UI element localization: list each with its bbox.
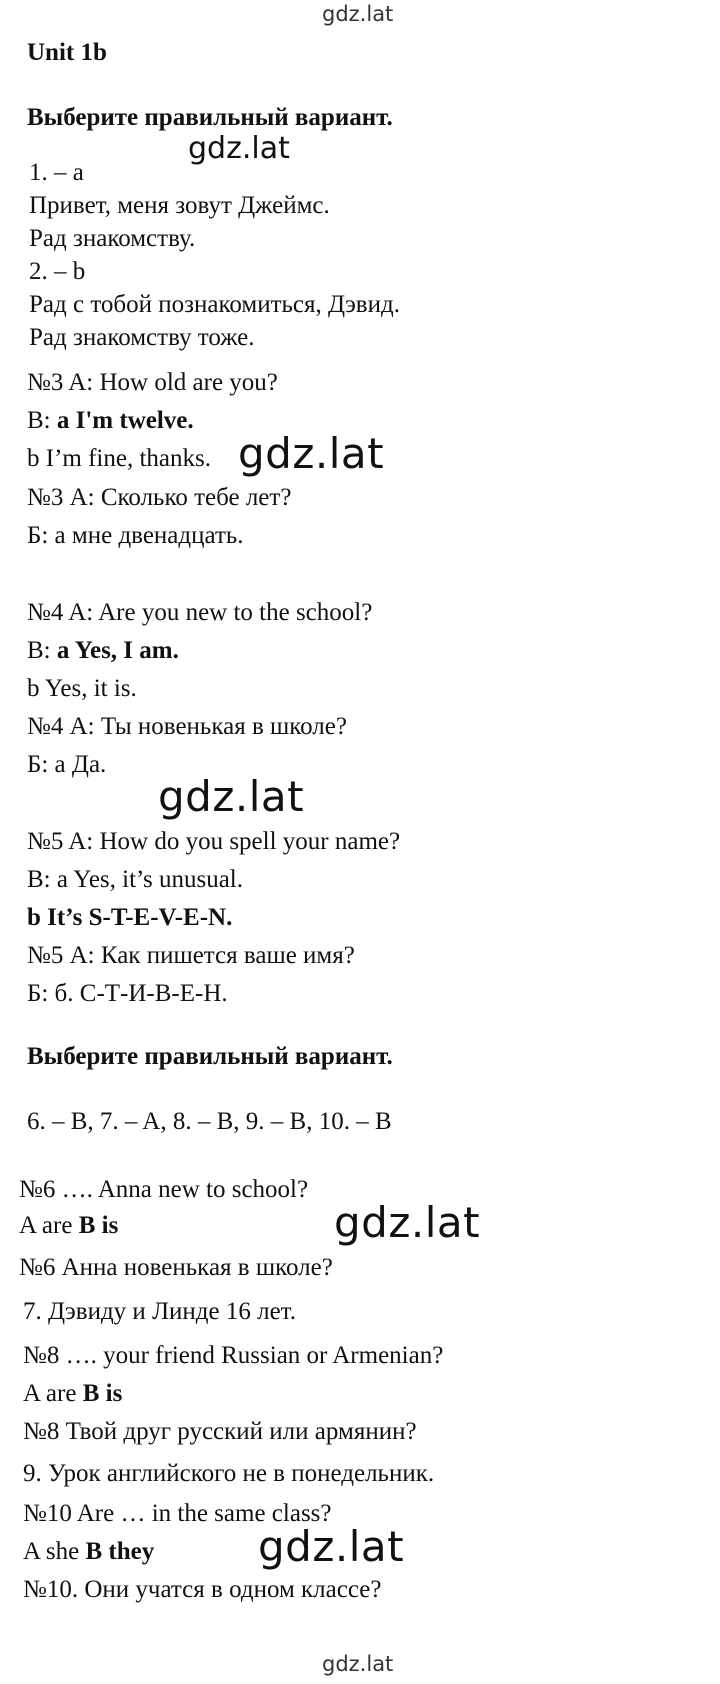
answer-line: 9. Урок английского не в понедельник. bbox=[23, 1460, 435, 1487]
question-line: №10 Are … in the same class? bbox=[23, 1500, 332, 1527]
watermark-bottom: gdz.lat bbox=[322, 1652, 394, 1676]
option-line: b Yes, it is. bbox=[27, 675, 137, 702]
text-line: Рад с тобой познакомиться, Дэвид. bbox=[29, 291, 400, 318]
watermark: gdz.lat bbox=[158, 772, 305, 821]
watermark: gdz.lat bbox=[334, 1198, 481, 1247]
text-line: Привет, меня зовут Джеймс. bbox=[29, 192, 330, 219]
options-line bbox=[23, 1379, 122, 1409]
answer-line: Б: б. С-Т-И-В-Е-Н. bbox=[27, 980, 228, 1007]
question-line: №5 А: Как пишется ваше имя? bbox=[27, 942, 355, 969]
correct-answer: a I'm twelve. bbox=[56, 407, 194, 434]
text-line: Рад знакомству. bbox=[29, 225, 196, 252]
question-line: №3 А: Сколько тебе лет? bbox=[27, 484, 292, 511]
option-line: B: a Yes, it’s unusual. bbox=[27, 866, 244, 893]
unit-title: Unit 1b bbox=[27, 39, 107, 66]
answer-line: 1. – a bbox=[29, 159, 84, 186]
instruction-heading: Выберите правильный вариант. bbox=[27, 104, 393, 131]
question-line: №3 A: How old are you? bbox=[27, 369, 278, 396]
answer-prefix: B: bbox=[27, 637, 57, 664]
watermark: gdz.lat bbox=[238, 429, 385, 478]
question-line: №5 A: How do you spell your name? bbox=[27, 828, 401, 855]
option-a: A she bbox=[23, 1538, 86, 1565]
answer-line: 2. – b bbox=[29, 258, 86, 285]
options-line bbox=[19, 1211, 118, 1241]
option-a: A are bbox=[19, 1212, 79, 1239]
correct-answer: a Yes, I am. bbox=[56, 637, 179, 664]
answer-line: 7. Дэвиду и Линде 16 лет. bbox=[23, 1298, 296, 1325]
question-line: №4 А: Ты новенькая в школе? bbox=[27, 713, 347, 740]
answer-prefix: B: bbox=[27, 407, 57, 434]
question-line: №6 …. Anna new to school? bbox=[19, 1176, 309, 1203]
question-line: №8 Твой друг русский или армянин? bbox=[23, 1418, 417, 1445]
correct-answer: B is bbox=[78, 1212, 119, 1239]
watermark-top: gdz.lat bbox=[322, 2, 394, 26]
answer-line bbox=[27, 406, 194, 436]
option-line: b I’m fine, thanks. bbox=[27, 445, 211, 472]
question-line: №4 A: Are you new to the school? bbox=[27, 599, 373, 626]
watermark: gdz.lat bbox=[258, 1522, 405, 1571]
answer-line bbox=[27, 636, 179, 666]
question-line: №10. Они учатся в одном классе? bbox=[23, 1576, 382, 1603]
option-a: A are bbox=[23, 1380, 83, 1407]
question-line: №8 …. your friend Russian or Armenian? bbox=[23, 1342, 444, 1369]
answer-key: 6. – B, 7. – A, 8. – B, 9. – B, 10. – B bbox=[27, 1108, 392, 1135]
correct-answer: b It’s S-T-E-V-E-N. bbox=[27, 904, 233, 931]
answer-line: Б: а Да. bbox=[27, 751, 107, 778]
text-line: Рад знакомству тоже. bbox=[29, 324, 255, 351]
watermark: gdz.lat bbox=[188, 131, 290, 166]
answer-line: Б: а мне двенадцать. bbox=[27, 522, 244, 549]
correct-answer: B they bbox=[85, 1538, 155, 1565]
options-line bbox=[23, 1537, 154, 1567]
correct-answer: B is bbox=[82, 1380, 123, 1407]
question-line: №6 Анна новенькая в школе? bbox=[19, 1254, 333, 1281]
instruction-heading: Выберите правильный вариант. bbox=[27, 1043, 393, 1070]
